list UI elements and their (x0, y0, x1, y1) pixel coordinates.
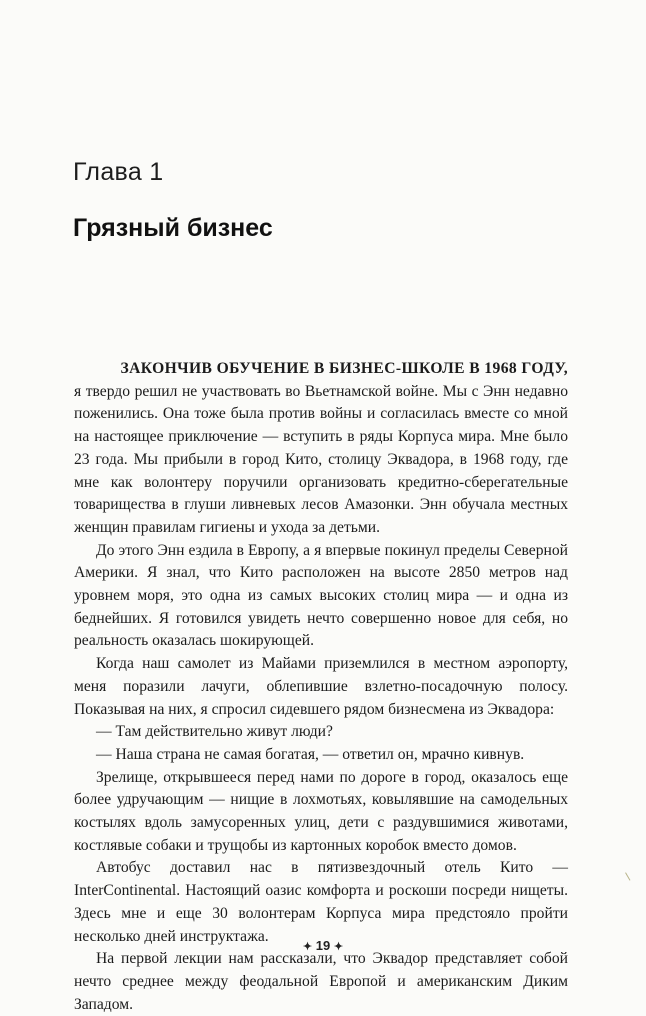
dialog-line-1: — Там действительно живут люди? (96, 723, 333, 741)
page-number: 19 (315, 938, 331, 953)
lead-in-caps: ЗАКОНЧИВ ОБУЧЕНИЕ В БИЗНЕС-ШКОЛЕ В 1968 ГОДУ, (120, 360, 568, 377)
paragraph-4: Зрелище, открывшееся перед нами по дороге в город, оказалось еще более удручающим — нищие в лохмотьях, ковылявшие на самодельных костылях вдоль замусоренных улиц, дети с раздувшимися животами, костлявые собаки и трущобы из картонных коробок вместо домов. (74, 768, 568, 854)
ornament-left-icon: ✦ (302, 941, 313, 953)
chapter-label: Глава 1 (73, 158, 164, 186)
paragraph-3: Когда наш самолет из Майами приземлился в местном аэропорту, меня поразили лачуги, облепившие взлетно-посадочную полосу. Показывая на них, я спросил сидевшего рядом бизнесмена из Эквадора: (74, 655, 568, 718)
page-footer (0, 938, 646, 953)
dialog-line-2: — Наша страна не самая богатая, — ответил он, мрачно кивнув. (96, 745, 525, 763)
paper-mark (625, 870, 634, 880)
paragraph-5: Автобус доставил нас в пятизвездочный отель Кито — InterContinental. Настоящий оазис комфорта и роскоши посреди нищеты. Здесь мне и еще 30 волонтерам Корпуса мира предстояло пройти несколько дней инструктажа. (74, 859, 568, 945)
paragraph-1: я твердо решил не участвовать во Вьетнамской войне. Мы с Энн недавно поженились. Она тоже была против войны и согласилась вместе со мной на настоящее приключение — вступить в ряды Корпуса мира. Мне было 23 года. Мы прибыли в город Кито, столицу Эквадора, в 1968 году, где мне как волонтеру поручили организовать кредитно-сберегательные товарищества в глуши ливневых лесов Амазонки. Энн обучала местных женщин правилам гигиены и ухода за детьми. (74, 382, 568, 536)
paragraph-6: На первой лекции нам рассказали, что Эквадор представляет собой нечто среднее между феодальной Европой и американским Диким Западом. (74, 950, 568, 1013)
paragraph-2: До этого Энн ездила в Европу, а я впервые покинул пределы Северной Америки. Я знал, что Кито расположен на высоте 2850 метров над уровнем моря, это одна из самых высоких столиц мира — и одна из беднейших. Я готовился увидеть нечто совершенно новое для себя, но реальность оказалась шокирующей. (74, 541, 568, 650)
ornament-right-icon: ✦ (333, 941, 344, 953)
chapter-body (74, 358, 568, 1016)
chapter-title: Грязный бизнес (73, 214, 273, 242)
